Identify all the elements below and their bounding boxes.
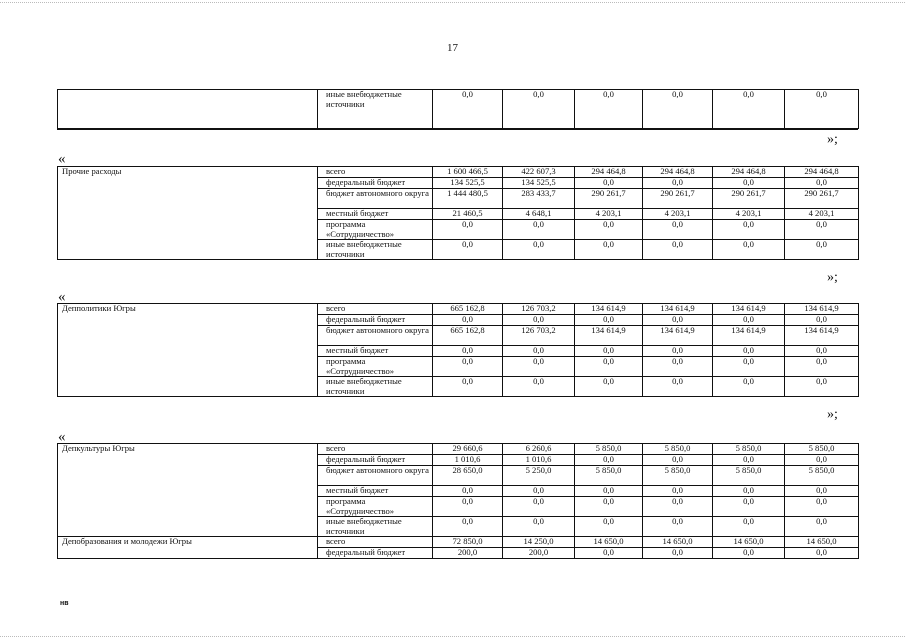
source-label: бюджет автономного округа <box>318 466 433 486</box>
value-cell: 0,0 <box>785 497 859 517</box>
value-cell: 0,0 <box>575 455 643 466</box>
value-cell: 1 600 466,5 <box>433 167 503 178</box>
entity-cell <box>58 90 318 129</box>
value-cell: 134 614,9 <box>643 326 713 346</box>
value-cell: 665 162,8 <box>433 304 503 315</box>
value-cell: 5 850,0 <box>785 444 859 455</box>
value-cell: 0,0 <box>713 486 785 497</box>
value-cell: 290 261,7 <box>713 189 785 209</box>
value-cell: 0,0 <box>503 357 575 377</box>
table-row <box>58 304 859 315</box>
value-cell: 0,0 <box>503 377 575 397</box>
value-cell: 0,0 <box>643 357 713 377</box>
value-cell: 134 525,5 <box>433 178 503 189</box>
value-cell: 0,0 <box>785 486 859 497</box>
value-cell: 290 261,7 <box>575 189 643 209</box>
value-cell: 29 660,6 <box>433 444 503 455</box>
value-cell: 28 650,0 <box>433 466 503 486</box>
value-cell: 134 614,9 <box>575 304 643 315</box>
value-cell: 72 850,0 <box>433 537 503 548</box>
value-cell: 0,0 <box>713 497 785 517</box>
table-bottom-rule <box>57 129 858 130</box>
open-quote-mark: « <box>58 151 66 167</box>
value-cell: 0,0 <box>503 517 575 537</box>
value-cell: 0,0 <box>643 178 713 189</box>
value-cell: 0,0 <box>785 315 859 326</box>
value-cell: 200,0 <box>503 548 575 559</box>
value-cell: 5 850,0 <box>713 444 785 455</box>
value-cell: 294 464,8 <box>575 167 643 178</box>
value-cell: 0,0 <box>643 90 713 129</box>
value-cell: 14 650,0 <box>575 537 643 548</box>
section-table-depkultury <box>57 443 859 559</box>
value-cell: 14 250,0 <box>503 537 575 548</box>
value-cell: 5 850,0 <box>575 444 643 455</box>
value-cell: 294 464,8 <box>713 167 785 178</box>
value-cell: 5 850,0 <box>575 466 643 486</box>
value-cell: 294 464,8 <box>785 167 859 178</box>
entity-name: Депобразования и молодежи Югры <box>58 537 318 559</box>
value-cell: 0,0 <box>433 486 503 497</box>
value-cell: 0,0 <box>713 455 785 466</box>
value-cell: 0,0 <box>713 517 785 537</box>
value-cell: 134 614,9 <box>785 304 859 315</box>
table-row <box>58 444 859 455</box>
value-cell: 134 614,9 <box>785 326 859 346</box>
value-cell: 0,0 <box>713 357 785 377</box>
value-cell: 5 250,0 <box>503 466 575 486</box>
source-label: иные внебюджетные источники <box>318 240 433 260</box>
value-cell: 0,0 <box>785 455 859 466</box>
value-cell: 0,0 <box>575 90 643 129</box>
value-cell: 21 460,5 <box>433 209 503 220</box>
scan-edge-bottom <box>0 636 905 637</box>
entity-name: Депкультуры Югры <box>58 444 318 537</box>
value-cell: 0,0 <box>575 497 643 517</box>
value-cell: 200,0 <box>433 548 503 559</box>
value-cell: 126 703,2 <box>503 326 575 346</box>
table-row <box>58 537 859 548</box>
value-cell: 0,0 <box>643 240 713 260</box>
source-label: местный бюджет <box>318 209 433 220</box>
value-cell: 0,0 <box>575 486 643 497</box>
close-quote-mark: »; <box>827 407 838 422</box>
value-cell: 0,0 <box>503 240 575 260</box>
value-cell: 126 703,2 <box>503 304 575 315</box>
value-cell: 0,0 <box>785 240 859 260</box>
source-label: всего <box>318 304 433 315</box>
value-cell: 0,0 <box>503 315 575 326</box>
value-cell: 0,0 <box>785 346 859 357</box>
value-cell: 0,0 <box>503 220 575 240</box>
value-cell: 0,0 <box>575 220 643 240</box>
source-label: иные внебюджетные источники <box>318 377 433 397</box>
value-cell: 6 260,6 <box>503 444 575 455</box>
value-cell: 0,0 <box>433 315 503 326</box>
value-cell: 4 203,1 <box>785 209 859 220</box>
source-label: иные внебюджетные источники <box>318 90 433 129</box>
value-cell: 0,0 <box>575 357 643 377</box>
value-cell: 134 614,9 <box>713 304 785 315</box>
entity-name: Депполитики Югры <box>58 304 318 397</box>
value-cell: 0,0 <box>785 178 859 189</box>
value-cell: 0,0 <box>713 220 785 240</box>
source-label: федеральный бюджет <box>318 315 433 326</box>
source-label: местный бюджет <box>318 486 433 497</box>
source-label: бюджет автономного округа <box>318 326 433 346</box>
value-cell: 0,0 <box>575 346 643 357</box>
source-label: всего <box>318 444 433 455</box>
source-label: иные внебюджетные источники <box>318 517 433 537</box>
value-cell: 0,0 <box>643 517 713 537</box>
source-label: всего <box>318 167 433 178</box>
value-cell: 0,0 <box>503 346 575 357</box>
section-table-prochie <box>57 166 859 260</box>
value-cell: 0,0 <box>433 517 503 537</box>
value-cell: 0,0 <box>713 548 785 559</box>
value-cell: 0,0 <box>575 178 643 189</box>
value-cell: 0,0 <box>575 377 643 397</box>
table-row <box>58 90 859 129</box>
value-cell: 4 203,1 <box>713 209 785 220</box>
value-cell: 0,0 <box>713 90 785 129</box>
source-label: местный бюджет <box>318 346 433 357</box>
source-label: программа «Сотрудничество» <box>318 220 433 240</box>
value-cell: 294 464,8 <box>643 167 713 178</box>
value-cell: 1 444 480,5 <box>433 189 503 209</box>
value-cell: 0,0 <box>575 517 643 537</box>
source-label: программа «Сотрудничество» <box>318 357 433 377</box>
open-quote-mark: « <box>58 429 66 445</box>
value-cell: 665 162,8 <box>433 326 503 346</box>
value-cell: 0,0 <box>785 90 859 129</box>
value-cell: 0,0 <box>643 315 713 326</box>
value-cell: 0,0 <box>503 486 575 497</box>
value-cell: 4 203,1 <box>643 209 713 220</box>
value-cell: 0,0 <box>575 240 643 260</box>
value-cell: 0,0 <box>433 346 503 357</box>
value-cell: 5 850,0 <box>713 466 785 486</box>
value-cell: 0,0 <box>785 377 859 397</box>
value-cell: 0,0 <box>713 346 785 357</box>
value-cell: 290 261,7 <box>785 189 859 209</box>
value-cell: 134 614,9 <box>643 304 713 315</box>
value-cell: 0,0 <box>785 517 859 537</box>
source-label: федеральный бюджет <box>318 548 433 559</box>
value-cell: 0,0 <box>433 240 503 260</box>
value-cell: 0,0 <box>643 497 713 517</box>
value-cell: 0,0 <box>503 90 575 129</box>
value-cell: 0,0 <box>433 497 503 517</box>
value-cell: 0,0 <box>713 377 785 397</box>
value-cell: 5 850,0 <box>643 466 713 486</box>
value-cell: 0,0 <box>785 548 859 559</box>
value-cell: 14 650,0 <box>643 537 713 548</box>
value-cell: 0,0 <box>643 455 713 466</box>
value-cell: 0,0 <box>785 220 859 240</box>
value-cell: 0,0 <box>433 220 503 240</box>
value-cell: 134 614,9 <box>575 326 643 346</box>
value-cell: 14 650,0 <box>785 537 859 548</box>
value-cell: 0,0 <box>433 90 503 129</box>
value-cell: 0,0 <box>503 497 575 517</box>
value-cell: 0,0 <box>785 357 859 377</box>
value-cell: 0,0 <box>643 346 713 357</box>
page-number: 17 <box>447 42 458 54</box>
section-table-deppolitiki <box>57 303 859 397</box>
footer-initials: нв <box>60 600 69 607</box>
table-row <box>58 167 859 178</box>
open-quote-mark: « <box>58 289 66 305</box>
value-cell: 5 850,0 <box>643 444 713 455</box>
value-cell: 422 607,3 <box>503 167 575 178</box>
source-label: бюджет автономного округа <box>318 189 433 209</box>
value-cell: 0,0 <box>643 548 713 559</box>
value-cell: 283 433,7 <box>503 189 575 209</box>
source-label: программа «Сотрудничество» <box>318 497 433 517</box>
value-cell: 290 261,7 <box>643 189 713 209</box>
value-cell: 14 650,0 <box>713 537 785 548</box>
value-cell: 134 614,9 <box>713 326 785 346</box>
value-cell: 0,0 <box>643 377 713 397</box>
value-cell: 0,0 <box>575 315 643 326</box>
scan-edge-top <box>0 2 905 3</box>
value-cell: 134 525,5 <box>503 178 575 189</box>
value-cell: 0,0 <box>713 178 785 189</box>
entity-name: Прочие расходы <box>58 167 318 260</box>
value-cell: 0,0 <box>713 240 785 260</box>
value-cell: 0,0 <box>433 357 503 377</box>
value-cell: 0,0 <box>433 377 503 397</box>
value-cell: 0,0 <box>713 315 785 326</box>
source-label: федеральный бюджет <box>318 178 433 189</box>
value-cell: 4 648,1 <box>503 209 575 220</box>
close-quote-mark: »; <box>827 270 838 285</box>
value-cell: 0,0 <box>575 548 643 559</box>
value-cell: 0,0 <box>643 220 713 240</box>
close-quote-mark: »; <box>827 132 838 147</box>
value-cell: 5 850,0 <box>785 466 859 486</box>
source-label: всего <box>318 537 433 548</box>
value-cell: 4 203,1 <box>575 209 643 220</box>
value-cell: 1 010,6 <box>503 455 575 466</box>
source-label: федеральный бюджет <box>318 455 433 466</box>
table-continuation <box>57 89 859 129</box>
value-cell: 1 010,6 <box>433 455 503 466</box>
value-cell: 0,0 <box>643 486 713 497</box>
